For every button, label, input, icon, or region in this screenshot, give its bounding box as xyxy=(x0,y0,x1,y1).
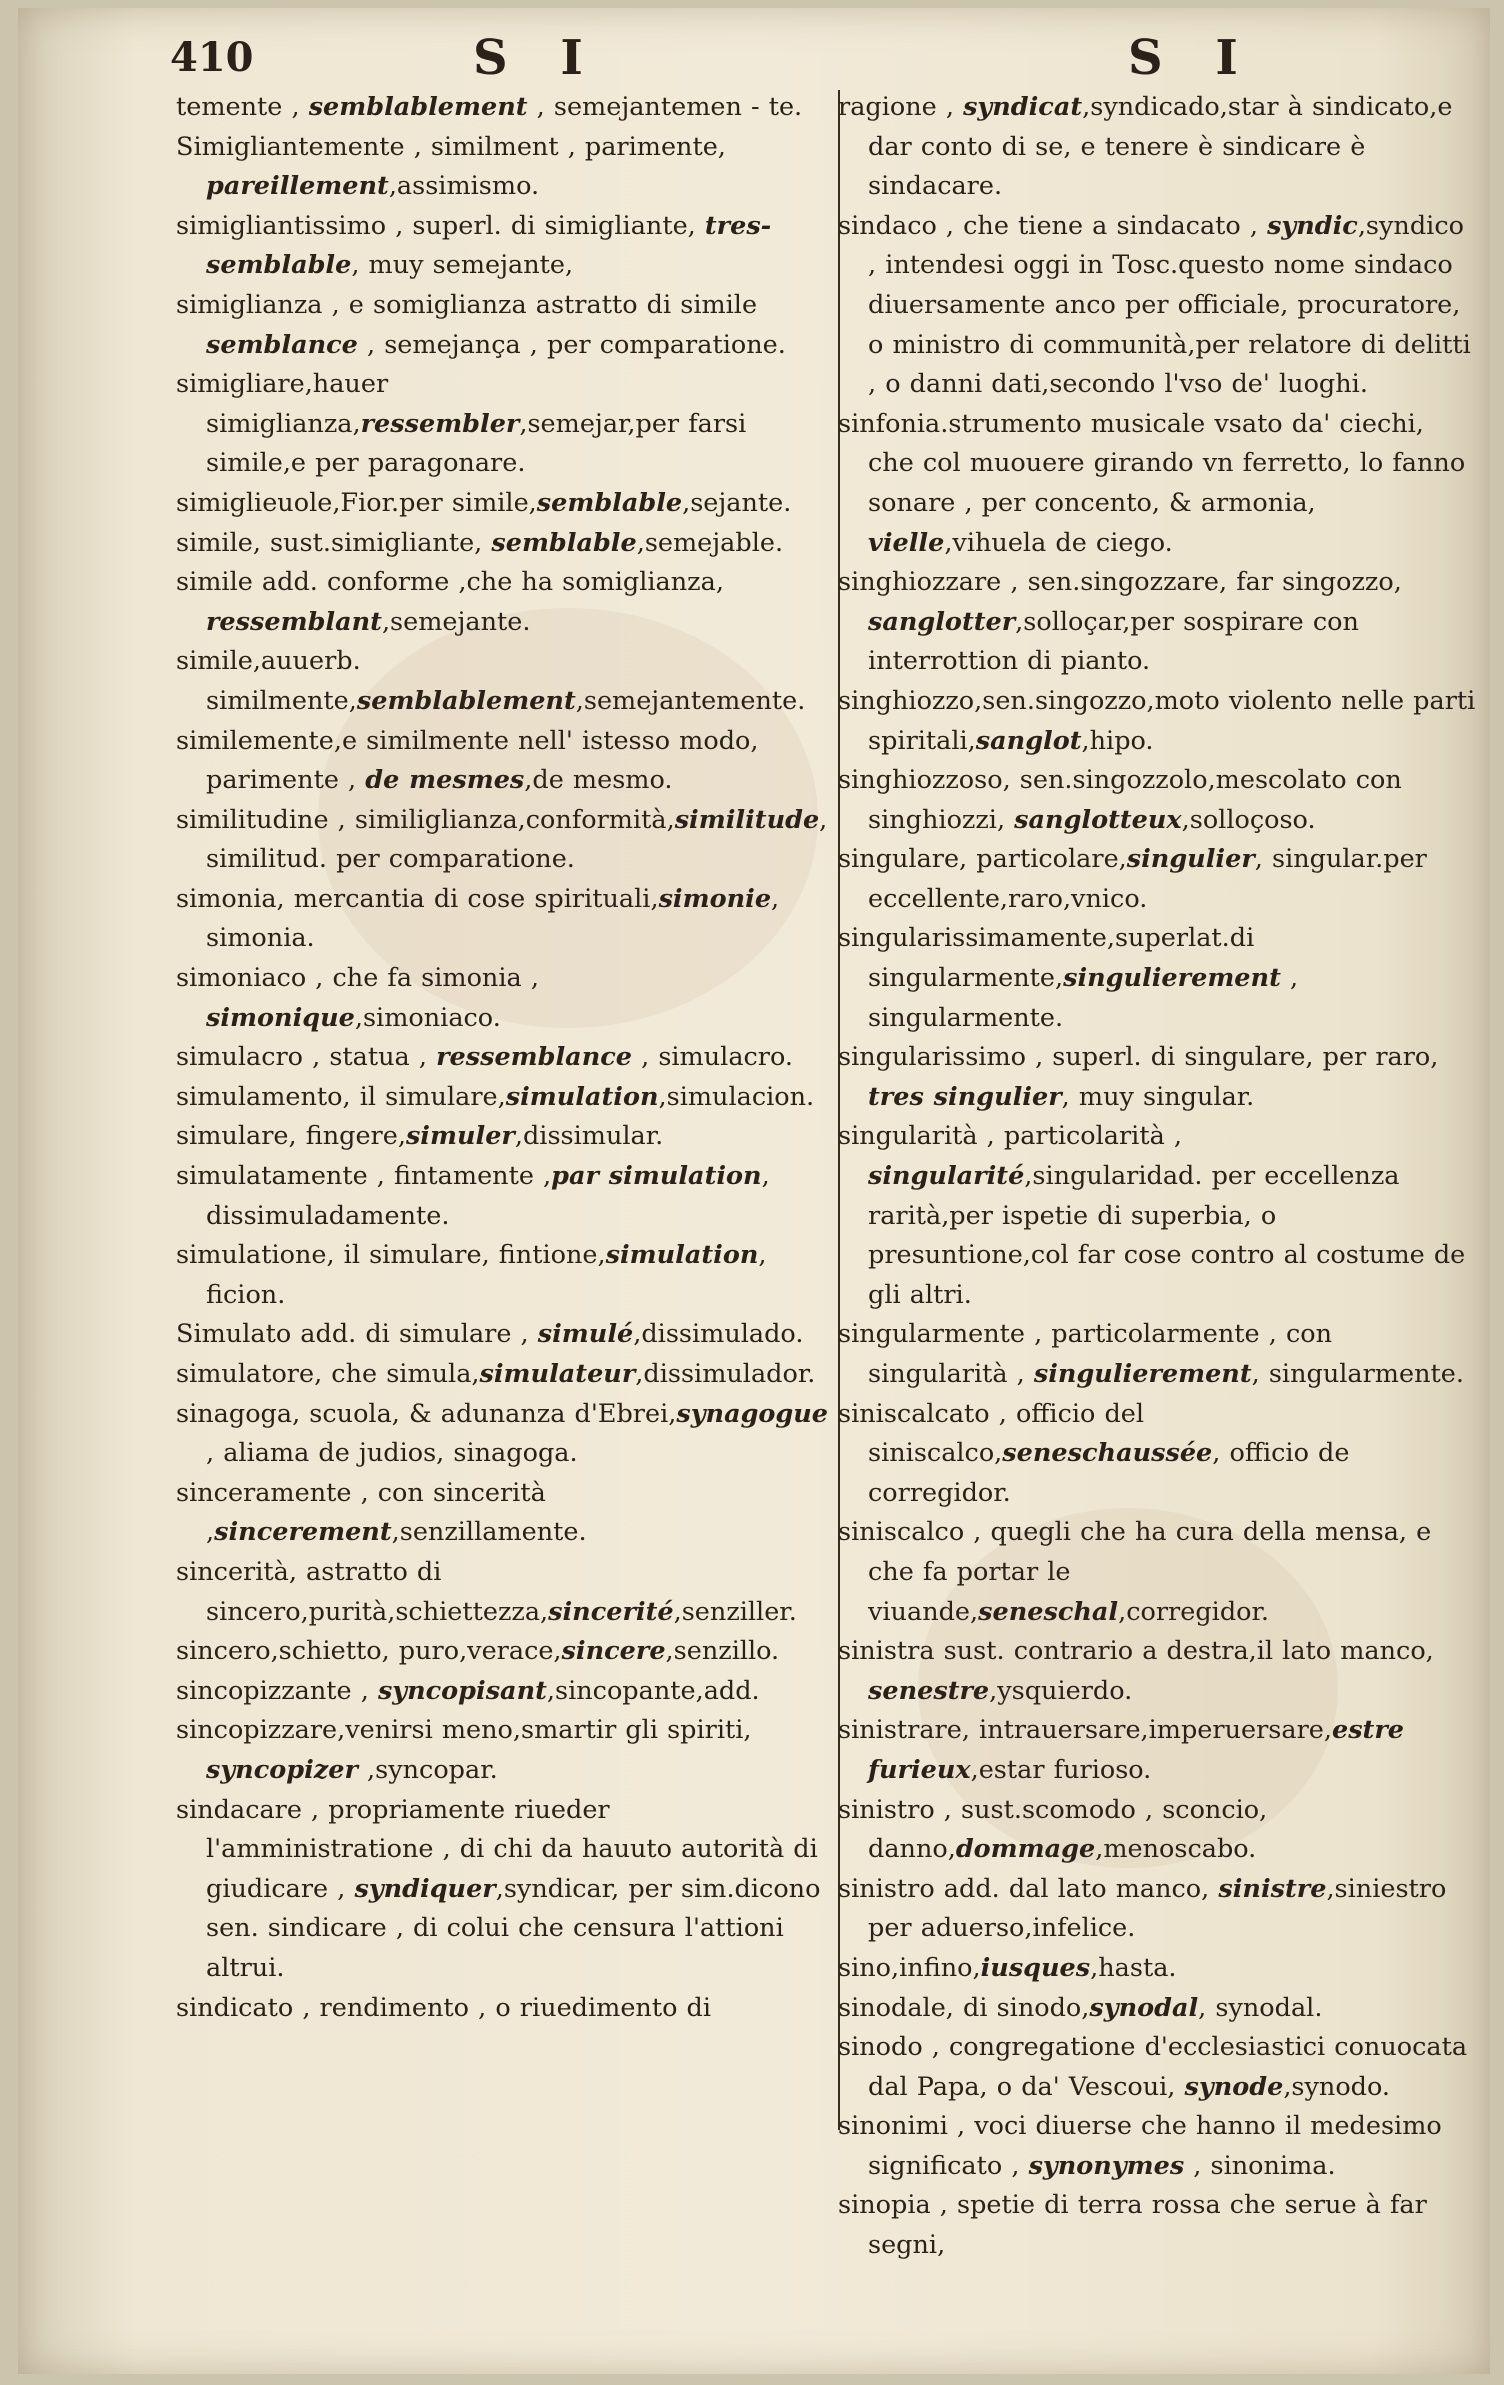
dictionary-entry: sinagoga, scuola, & adunanza d'Ebrei,synagogue , aliama de judios, sinagoga. xyxy=(176,1398,829,1469)
dictionary-entry: simigliantissimo , superl. di simigliante, tres-semblable, muy semejante, xyxy=(176,210,772,281)
dictionary-entry: simulacro , statua , ressemblance , simulacro. xyxy=(176,1042,794,1073)
dictionary-entry: simile add. conforme ,che ha somiglianza, ressemblant,semejante. xyxy=(176,567,724,637)
dictionary-entry: sinceramente , con sincerità ,sincerement,senzillamente. xyxy=(176,1477,587,1548)
dictionary-entry: simoniaco , che fa simonia , simonique,simoniaco. xyxy=(176,963,539,1033)
left-column xyxy=(176,88,832,2028)
dictionary-entry: simulamento, il simulare,simulation,simulacion. xyxy=(176,1081,815,1112)
dictionary-entry: temente , semblablement , semejantemen - te. xyxy=(176,92,803,122)
dictionary-entry: sinistra sust. contrario a destra,il lato manco, senestre,ysquierdo. xyxy=(838,1636,1434,1706)
dictionary-entry: singhiozzare , sen.singozzare, far singozzo, sanglotter,solloçar,per sospirare con interrottion di pianto. xyxy=(838,567,1402,677)
dictionary-entry: sindacare , propriamente riueder l'amministratione , di chi da hauuto autorità di giudicare , syndiquer,syndicar, per sim.dicono sen. sindicare , di colui che censura l'attioni altrui. xyxy=(176,1794,821,1983)
dictionary-entry: sinonimi , voci diuerse che hanno il medesimo significato , synonymes , sinonima. xyxy=(838,2111,1442,2181)
dictionary-entry: sino,infino,iusques,hasta. xyxy=(838,1952,1177,1983)
dictionary-entry: singularità , particolarità , singularité,singularidad. per eccellenza rarità,per ispetie di superbia, o presuntione,col far cose contro al costume de gli altri. xyxy=(838,1121,1466,1310)
dictionary-entry: sindaco , che tiene a sindacato , syndic,syndico , intendesi oggi in Tosc.questo nome sindaco diuersamente anco per officiale, procuratore, o ministro di communità,per relatore di delitti , o danni dati,secondo l'vso de' luoghi. xyxy=(838,210,1471,400)
dictionary-entry: simigliare,hauer simiglianza,ressembler,semejar,per farsi simile,e per paragonare. xyxy=(176,369,747,479)
dictionary-entry: sinistro , sust.scomodo , sconcio, danno,dommage,menoscabo. xyxy=(838,1794,1268,1865)
dictionary-entry: sindicato , rendimento , o riuedimento di xyxy=(176,1992,712,2023)
dictionary-entry: Simulato add. di simulare , simulé,dissimulado. xyxy=(176,1319,804,1350)
dictionary-entry: singularissimo , superl. di singulare, per raro, tres singulier, muy singular. xyxy=(838,1042,1439,1112)
dictionary-entry: singularmente , particolarmente , con singularità , singulierement, singularmente. xyxy=(838,1319,1464,1389)
dictionary-entry: sinodale, di sinodo,synodal, synodal. xyxy=(838,1992,1323,2023)
dictionary-page xyxy=(18,8,1490,2374)
page-header xyxy=(18,30,1490,90)
dictionary-entry: sincopizzante , syncopisant,sincopante,add. xyxy=(176,1675,760,1706)
dictionary-entry: simulare, fingere,simuler,dissimular. xyxy=(176,1121,664,1152)
dictionary-entry: sinfonia.strumento musicale vsato da' ciechi, che col muouere girando vn ferretto, lo fanno sonare , per concento, & armonia, vielle,vihuela de ciego. xyxy=(838,408,1466,558)
dictionary-entry: simiglianza , e somiglianza astratto di simile semblance , semejança , per comparatione. xyxy=(176,289,786,360)
dictionary-entry: ragione , syndicat,syndicado,star à sindicato,e dar conto di se, e tenere è sindicare è sindacare. xyxy=(838,92,1453,202)
dictionary-entry: sinistro add. dal lato manco, sinistre,siniestro per aduerso,infelice. xyxy=(838,1873,1447,1944)
dictionary-entry: similemente,e similmente nell' istesso modo, parimente , de mesmes,de mesmo. xyxy=(176,725,759,796)
dictionary-entry: simiglieuole,Fior.per simile,semblable,sejante. xyxy=(176,487,792,518)
dictionary-entry: siniscalco , quegli che ha cura della mensa, e che fa portar le viuande,seneschal,corregidor. xyxy=(838,1517,1432,1627)
dictionary-entry: sinodo , congregatione d'ecclesiastici conuocata dal Papa, o da' Vescoui, synode,synodo. xyxy=(838,2032,1468,2102)
dictionary-entry: singhiozzoso, sen.singozzolo,mescolato con singhiozzi, sanglotteux,solloçoso. xyxy=(838,765,1402,835)
dictionary-entry: sincopizzare,venirsi meno,smartir gli spiriti, syncopizer ,syncopar. xyxy=(176,1715,752,1785)
dictionary-entry: simile, sust.simigliante, semblable,semejable. xyxy=(176,527,784,558)
dictionary-entry: simulatamente , fintamente ,par simulation, dissimuladamente. xyxy=(176,1161,770,1231)
running-head-right: S I xyxy=(1128,30,1256,86)
dictionary-entry: simile,auuerb. similmente,semblablement,semejantemente. xyxy=(176,646,806,716)
right-column xyxy=(838,88,1478,2266)
dictionary-entry: simonia, mercantia di cose spirituali,simonie, simonia. xyxy=(176,883,780,954)
dictionary-entry: singhiozzo,sen.singozzo,moto violento nelle parti spiritali,sanglot,hipo. xyxy=(838,685,1476,756)
dictionary-entry: simulatore, che simula,simulateur,dissimulador. xyxy=(176,1359,816,1389)
dictionary-entry: siniscalcato , officio del siniscalco,seneschaussée, officio de corregidor. xyxy=(838,1398,1350,1508)
dictionary-entry: singularissimamente,superlat.di singularmente,singulierement , singularmente. xyxy=(838,923,1299,1033)
running-head-left: S I xyxy=(473,30,601,86)
dictionary-entry: sinopia , spetie di terra rossa che serue à far segni, xyxy=(838,2190,1427,2261)
dictionary-entry: sinistrare, intrauersare,imperuersare,estre furieux,estar furioso. xyxy=(838,1715,1404,1785)
dictionary-entry: sincerità, astratto di sincero,purità,schiettezza,sincerité,senziller. xyxy=(176,1556,797,1627)
dictionary-entry: similitudine , similiglianza,conformità,similitude, similitud. per comparatione. xyxy=(176,804,828,875)
dictionary-entry: simulatione, il simulare, fintione,simulation, ficion. xyxy=(176,1240,767,1310)
dictionary-entry: sincero,schietto, puro,verace,sincere,senzillo. xyxy=(176,1636,780,1667)
dictionary-entry: Simigliantemente , similment , parimente, pareillement,assimismo. xyxy=(176,131,726,202)
dictionary-entry: singulare, particolare,singulier, singular.per eccellente,raro,vnico. xyxy=(838,844,1427,914)
page-number: 410 xyxy=(170,34,254,81)
